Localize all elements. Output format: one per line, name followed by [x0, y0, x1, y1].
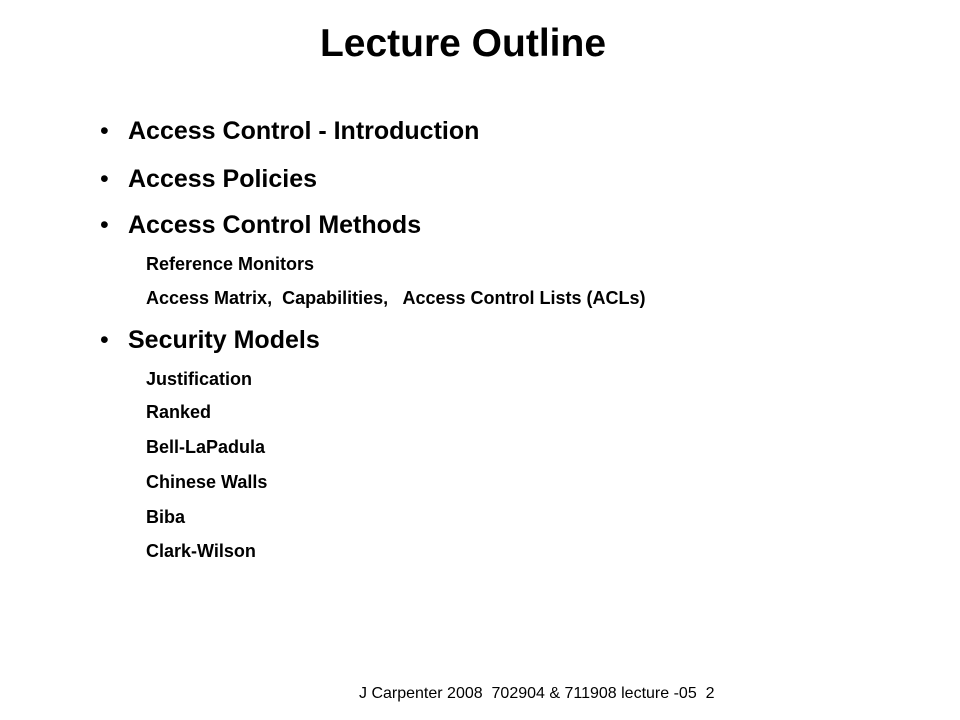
bullet-marker: • [100, 117, 109, 145]
sub-item: Bell-LaPadula [146, 437, 266, 457]
bullet-text: Access Control Methods [128, 211, 422, 239]
bullet-marker: • [100, 326, 109, 354]
sub-item: Clark-Wilson [146, 541, 256, 561]
bullet-marker: • [100, 165, 109, 193]
bullet-text: Access Policies [128, 165, 318, 193]
sub-item: Ranked [146, 402, 212, 422]
sub-item: Biba [146, 507, 186, 527]
bullet-marker: • [100, 211, 109, 239]
sub-item: Chinese Walls [146, 472, 268, 492]
slide-title: Lecture Outline [319, 22, 607, 65]
sub-item: Reference Monitors [146, 254, 315, 274]
sub-item: Access Matrix, Capabilities, Access Control Lists (ACLs) [146, 288, 646, 308]
sub-item: Justification [146, 369, 253, 389]
bullet-text: Access Control - Introduction [128, 117, 480, 145]
bullet-text: Security Models [128, 326, 320, 354]
slide-footer: J Carpenter 2008 702904 & 711908 lecture -05 2 [359, 685, 715, 702]
